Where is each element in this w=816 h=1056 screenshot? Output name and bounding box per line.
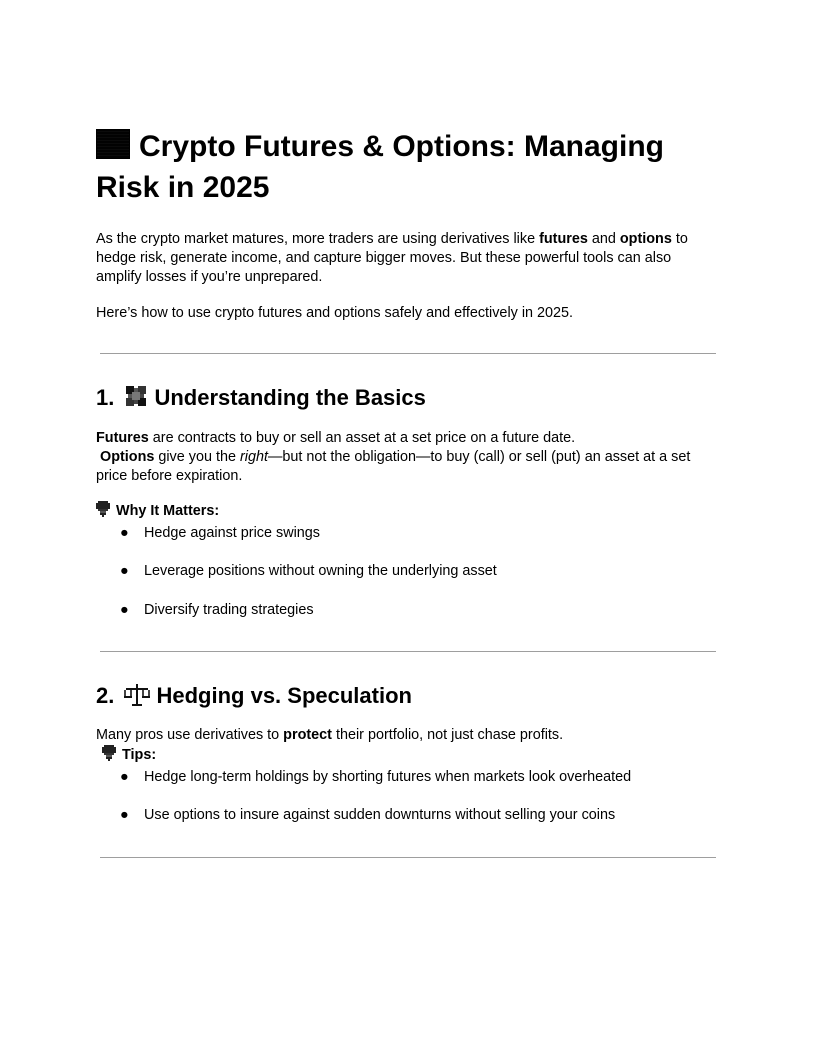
- intro-text: As the crypto market matures, more traders are using derivatives like: [96, 231, 540, 247]
- intro-text: and: [587, 231, 620, 247]
- section-1-title: Understanding the Basics: [154, 384, 426, 410]
- protect-bold: protect: [283, 727, 332, 744]
- section-number: 1.: [96, 384, 115, 410]
- title-line-2: Risk in 2025: [96, 171, 270, 204]
- balance-scale-icon: [124, 684, 150, 713]
- section-2-title: Hedging vs. Speculation: [156, 683, 412, 709]
- bullet: ●: [120, 768, 129, 785]
- list-item-text: Use options to insure against sudden downturns without selling your coins: [144, 807, 616, 824]
- bar-chart-icon: [96, 129, 130, 159]
- bullet: ●: [120, 563, 129, 580]
- intro-futures-bold: futures: [539, 231, 588, 247]
- page-title: [96, 126, 720, 208]
- why-it-matters-text: Why It Matters:: [116, 503, 220, 520]
- list-item: [96, 806, 720, 825]
- intro-paragraph-1: [96, 230, 720, 288]
- tips-text: Tips:: [122, 747, 157, 764]
- divider: [100, 857, 716, 858]
- futures-text: are contracts to buy or sell an asset at a set price on a future date.: [148, 429, 576, 446]
- bullet: ●: [120, 524, 129, 541]
- futures-definition: [96, 429, 720, 448]
- section-2-text: Many pros use derivatives to: [96, 727, 284, 744]
- options-italic: right: [239, 449, 268, 466]
- options-text: give you the: [154, 449, 240, 466]
- bullet: ●: [120, 602, 129, 619]
- options-definition: [96, 448, 720, 486]
- divider: [100, 353, 716, 354]
- intro-text: to hedge risk, generate income, and capture bigger moves. But these powerful tools can also amplify losses if you’re unprepared.: [96, 231, 688, 286]
- list-item: [96, 524, 720, 543]
- section-2-heading: [96, 682, 720, 713]
- list-item-text: Diversify trading strategies: [144, 602, 314, 619]
- options-bold: Options: [100, 449, 155, 466]
- why-it-matters-list: [96, 524, 720, 621]
- list-item: [96, 768, 720, 787]
- tips-list: [96, 768, 720, 826]
- intro-paragraph-2: Here’s how to use crypto futures and options safely and effectively in 2025.: [96, 304, 574, 321]
- section-2-text: their portfolio, not just chase profits.: [331, 727, 564, 744]
- list-item-text: Hedge against price swings: [144, 524, 320, 541]
- divider: [100, 651, 716, 652]
- options-text: —but not the obligation—to buy (call) or sell (put) an asset at a set price before expiration.: [96, 449, 691, 485]
- tips-label: [102, 745, 720, 767]
- document-page: [96, 126, 720, 858]
- list-item-text: Hedge long-term holdings by shorting futures when markets look overheated: [144, 768, 632, 785]
- puzzle-icon: [124, 384, 148, 415]
- list-item: [96, 601, 720, 620]
- lightbulb-icon: [102, 745, 116, 767]
- why-it-matters-label: [96, 501, 720, 523]
- futures-bold: Futures: [96, 429, 149, 446]
- intro-options-bold: options: [619, 231, 672, 247]
- section-2-paragraph: [96, 726, 720, 745]
- title-line-1: Crypto Futures & Options: Managing: [139, 130, 664, 163]
- section-1-heading: [96, 384, 720, 415]
- list-item-text: Leverage positions without owning the underlying asset: [144, 563, 497, 580]
- list-item: [96, 562, 720, 581]
- section-number: 2.: [96, 683, 115, 709]
- lightbulb-icon: [96, 501, 110, 523]
- bullet: ●: [120, 807, 129, 824]
